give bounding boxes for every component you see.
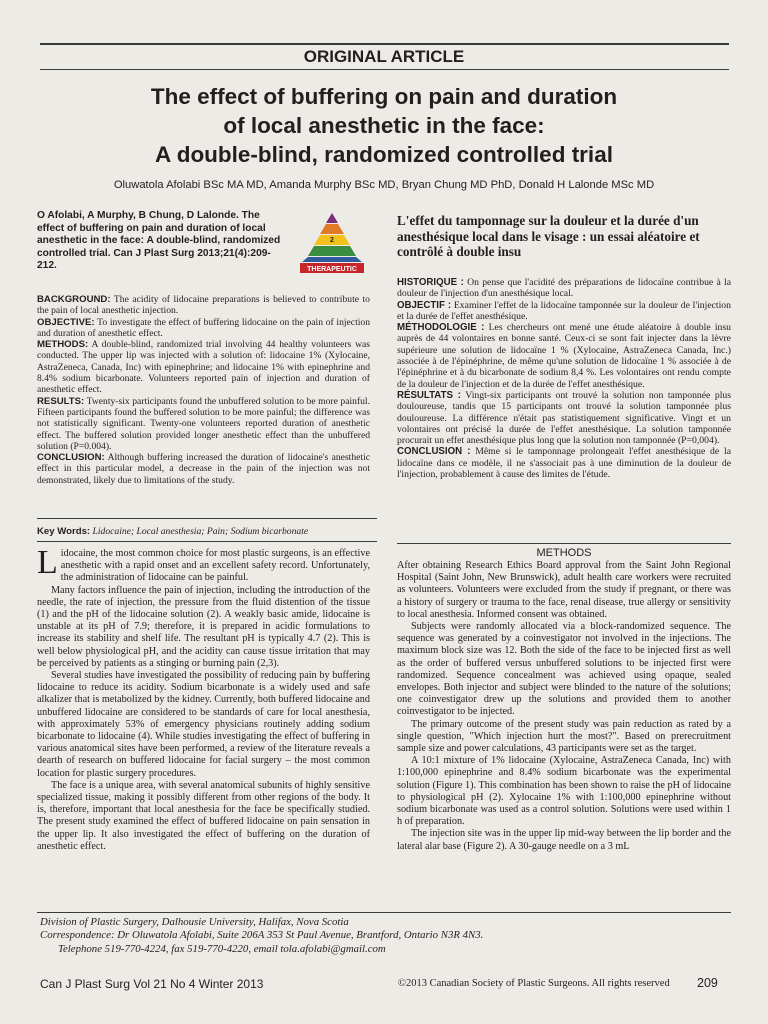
abstract-text: Les chercheurs ont mené une étude aléatoire à double insu auprès de 44 volontaires en bonne santé. Ceux-ci se sont fait injecter dans la lèvre supérieure une solution de lidocaïne 1 % (Xylocaine, AstraZeneca Canada, Inc.) associée à de l'épinéphrine, de même qu'une solution de lidocaïne 1 % associée à de l'épinéphrine et à du bicarbonate de sodium 8,4 %. Les volontaires ont rendu compte de la douleur de l'injection et de la durée de l'effet anesthésique. — [397, 322, 732, 390]
abstract-english — [37, 294, 370, 486]
abstract-section — [37, 396, 370, 452]
article-title — [60, 82, 708, 169]
drop-cap: L — [37, 544, 58, 581]
affiliation-line: Division of Plastic Surgery, Dalhousie University, Halifax, Nova Scotia — [40, 916, 349, 928]
citation — [37, 210, 302, 273]
abstract-text: A double-blind, randomized trial involving 44 healthy volunteers was conducted. The upper lip was injected with a solution of: lidocaine 1% (Xylocaine, AstraZeneca, Canada, Inc) with epinephrine; and lidocaine 1% with epinephrine and 8.4% sodium bicarbonate. Volunteers reported pain of injection and duration of anesthetic effect. — [37, 339, 370, 396]
keywords-text: Lidocaine; Local anesthesia; Pain; Sodium bicarbonate — [92, 526, 309, 537]
body-paragraph: The face is a unique area, with several anatomical subunits of highly sensitive specialized tissue, making it possibly different from other regions of the body. It is, therefore, important that local anesthesia for the face be specifically studied. The present study examined the effect of buffered lidocaine on pain sensation in the upper lip. It also investigated the effect of buffering on the duration of anesthetic effect. — [37, 779, 370, 852]
body-paragraph: Several studies have investigated the possibility of reducing pain by buffering lidocaine to reduce its acidity. Sodium bicarbonate is a widely used and safe alkalizer that is metabolized by the kidney. Currently, both buffered lidocaine and unbuffered lidocaine are considered to be standards of care for local anesthesia, with approximately 53% of emergency physicians routinely adding sodium bicarbonate to lidocaine (4). While studies investigating the effect of buffering in various anatomical sites have been performed, a review of the literature reveals a dearth of research on buffered lidocaine for facial surgery – the most common location for plastic surgery procedures. — [37, 670, 370, 779]
body-left-column — [37, 544, 370, 853]
abstract-label: METHODS: — [37, 339, 89, 351]
evidence-level-label: THERAPEUTIC — [307, 266, 357, 273]
abstract-section — [397, 277, 731, 300]
body-paragraph: Subjects were randomly allocated via a block-randomized sequence. The sequence was generated by a coinvestigator not involved in the injections. The maximum block size was 12. Both the side of the face to be injected first as well as the order of buffered versus unbuffered solutions to be injected first were randomized. Sequence concealment was achieved using opaque, sealed envelopes. Both injector and subject were blinded to the nature of the solutions; one coinvestigator drew up the solutions and provided them to another coinvestigator to be injected. — [397, 621, 731, 718]
evidence-level-pyramid-icon — [300, 211, 364, 273]
keywords-top-rule — [37, 518, 377, 519]
citation-line: controlled trial. Can J Plast Surg 2013;21(4):209- — [37, 247, 271, 259]
abstract-text: Twenty-six participants found the unbuffered solution to be more painful. Fifteen participants found the buffered solution to be more painful; the difference was not statistically significant. Twenty-one volunteers reported duration of anesthetic effect. The buffered solution provided longer anesthetic effect than the unbuffered solution (P=0.004). — [37, 395, 370, 452]
body-paragraph — [37, 544, 370, 585]
body-right-column — [397, 560, 731, 853]
page-number: 209 — [697, 976, 718, 990]
affiliations — [40, 916, 730, 956]
abstract-label: BACKGROUND: — [37, 294, 111, 305]
abstract-text: The acidity of lidocaine preparations is believed to contribute to the pain of local anesthetic injection. — [37, 294, 370, 317]
abstract-text: Même si le tamponnage prolongeait l'effet anesthésique de la lidocaïne dans ce modèle, il ne s'associait pas à une diminution de la douleur de l'injection, probablement à cause des limites de l'étude. — [397, 446, 732, 481]
abstract-section — [37, 317, 370, 340]
copyright: ©2013 Canadian Society of Plastic Surgeons. All rights reserved — [398, 978, 670, 989]
top-rule — [40, 43, 729, 45]
correspondence-line: Correspondence: Dr Oluwatola Afolabi, Suite 206A 353 St Paul Avenue, Brantford, Ontario N3R 4N3. — [40, 929, 484, 942]
keywords-label: Key Words: — [37, 526, 91, 537]
abstract-text: Although buffering increased the duration of lidocaine's anesthetic effect in this particular model, a decrease in the pain of the injection was not demonstrated, likely due to limitations of the study. — [37, 452, 370, 486]
section-rule — [40, 69, 729, 70]
section-label: ORIGINAL ARTICLE — [303, 47, 465, 66]
abstract-section — [397, 390, 731, 446]
abstract-section — [37, 339, 370, 395]
author-list: Oluwatola Afolabi BSc MA MD, Amanda Murphy BSc MD, Bryan Chung MD PhD, Donald H Lalonde MSc MD — [113, 179, 655, 191]
abstract-text: On pense que l'acidité des préparations de lidocaïne contribue à la douleur de l'injection d'un anesthésique local. — [397, 277, 731, 300]
abstract-label: RESULTS: — [37, 395, 85, 407]
keywords — [37, 526, 377, 537]
journal-issue: Can J Plast Surg Vol 21 No 4 Winter 2013 — [40, 977, 264, 991]
body-paragraph: After obtaining Research Ethics Board approval from the Saint John Regional Hospital (Saint John, New Brunswick), adult health care workers were recruited as volunteers. Volunteers were excluded from the study if pregnant, or there was a history of surgery or trauma to the face, renal disease, true allergy or sensitivity to local anesthesia. Informed consent was obtained. — [397, 560, 731, 620]
abstract-label: HISTORIQUE : — [397, 277, 464, 288]
abstract-section — [397, 300, 731, 323]
abstract-label: CONCLUSION : — [397, 446, 471, 458]
abstract-section — [37, 452, 370, 486]
contact-line: Telephone 519-770-4224, fax 519-770-4220, email tola.afolabi@gmail.com — [58, 942, 386, 955]
abstract-label: OBJECTIF : — [397, 299, 452, 311]
abstract-section — [37, 294, 370, 317]
paragraph-text: idocaine, the most common choice for most plastic surgeons, is an effective anesthetic with a rapid onset and an excellent safety record. Unfortunately, the administration of lidocaine can be painful. — [60, 548, 370, 584]
methods-top-rule — [397, 543, 731, 544]
affiliation-rule — [37, 912, 731, 913]
keywords-bottom-rule — [37, 541, 377, 542]
abstract-french — [397, 277, 731, 480]
abstract-label: CONCLUSION: — [37, 452, 105, 464]
body-paragraph: Many factors influence the pain of injection, including the introduction of the needle, the rate of injection, the pressure from the fluid distention of the tissue (1) and the pH of the lidocaine solution (2). A weakly basic amide, lidocaine is unstable at its pH of 7.9; therefore, it is prepared in acidic formulations to increase its stability and shelf life. The resultant pH is typically 4.7 (2). This is well below physiological pH, and the acidity can cause tissue irritation that may be perceived by patients as a stinging or burning pain (2,3). — [37, 584, 370, 669]
abstract-text: To investigate the effect of buffering lidocaine on the pain of injection and duration of anesthetic effect. — [37, 316, 370, 339]
abstract-text: Vingt-six participants ont trouvé la solution non tamponnée plus douloureuse, tandis que 15 participants ont trouvé la solution tamponnée plus douloureuse. La différence n'était pas statistiquement significative. Vingt et un volontaires ont précisé la durée de l'effet anesthésique. La solution tamponnée procurait un effet anesthésique plus long que la solution non tamponnée (P=0,004). — [397, 389, 731, 447]
abstract-section — [397, 322, 731, 390]
body-paragraph: The injection site was in the upper lip mid-way between the lip border and the lateral alar base (Figure 2). A 30-gauge needle on a 3 mL — [397, 828, 731, 852]
citation-line: 212. — [37, 260, 57, 271]
citation-line: anesthetic in the face: A double-blind, randomized — [37, 235, 281, 246]
methods-heading: METHODS — [536, 547, 592, 559]
title-line: A double-blind, randomized controlled trial — [155, 142, 613, 167]
title-line: The effect of buffering on pain and duration — [150, 84, 618, 109]
body-paragraph: The primary outcome of the present study was pain reduction as rated by a single question, "Which injection hurt the most?". Based on prerecruitment sample size and power calculations, 43 participants were set as the target. — [397, 718, 731, 755]
abstract-text: Examiner l'effet de la lidocaïne tamponnée sur la douleur de l'injection et la durée de l'effet anesthésique. — [397, 299, 731, 322]
abstract-section — [397, 446, 731, 480]
citation-line: effect of buffering on pain and duration of local — [37, 222, 266, 234]
evidence-level-number: 2 — [330, 237, 334, 244]
body-paragraph: A 10:1 mixture of 1% lidocaine (Xylocaine, AstraZeneca Canada, Inc) with 1:100,000 epinephrine and 8.4% sodium bicarbonate was the experimental solution (Figure 1). This combination has been shown to raise the pH of lidocaine to physiological pH (2). Xylocaine 1% with 1:100,000 epinephrine without sodium bicarbonate was used as a control solution. Solutions were used within 1 h of preparation. — [397, 755, 731, 828]
title-line: of local anesthetic in the face: — [223, 113, 545, 138]
abstract-label: OBJECTIVE: — [37, 316, 95, 328]
citation-line: O Afolabi, A Murphy, B Chung, D Lalonde. The — [37, 210, 260, 221]
abstract-label: MÉTHODOLOGIE : — [397, 322, 485, 334]
french-title: L'effet du tamponnage sur la douleur et la durée d'un anesthésique local dans le visage : un essai aléatoire et contrôlé à double insu — [397, 213, 700, 260]
abstract-label: RÉSULTATS : — [397, 389, 461, 401]
